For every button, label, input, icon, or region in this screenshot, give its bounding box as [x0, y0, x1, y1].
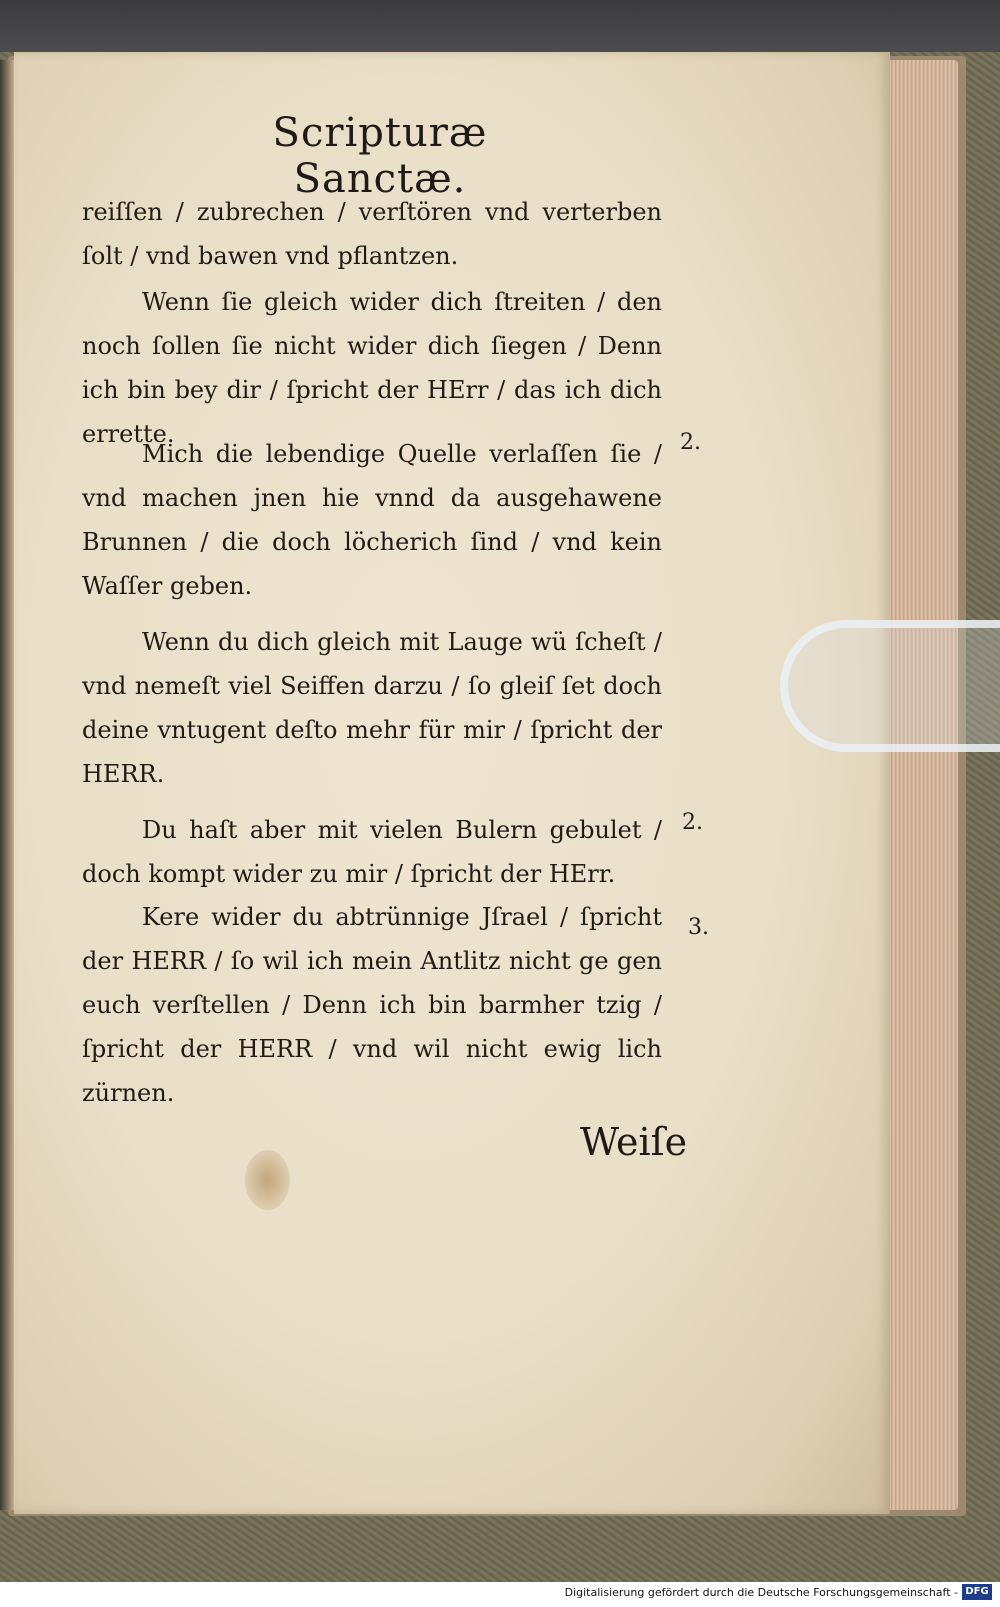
paragraph-4: Wenn du dich gleich mit Lauge wü ſcheſt / vnd nemeſt viel Seiffen darzu / ſo gleiſ ſet doch deine vntugent deſto mehr für mir / ſpricht der HERR. — [82, 628, 662, 788]
margin-number: 3. — [688, 915, 709, 940]
paragraph-6: Kere wider du abtrünnige Jſrael / ſpricht der HERR / ſo wil ich mein Antlitz nicht ge gen euch verſtellen / Denn ich bin barmher tzig / ſpricht der HERR / vnd wil nicht ewig lich zürnen. — [82, 903, 662, 1107]
page-header: Scripturæ Sanctæ. — [272, 110, 488, 202]
page-fore-edge — [888, 60, 958, 1510]
dfg-logo: DFG — [962, 1584, 992, 1600]
paragraph-5: Du haſt aber mit vielen Bulern gebulet / doch kompt wider zu mir / ſpricht der HErr. — [82, 816, 662, 888]
paragraph-3: Mich die lebendige Quelle verlaſſen ſie / vnd machen jnen hie vnnd da ausgehawene Brunnen / die doch löcherich ſind / vnd kein Waſſer geben. — [82, 440, 662, 600]
page-clip — [780, 620, 1000, 752]
margin-number: 2. — [680, 430, 701, 455]
paragraph-1: reiſſen / zubrechen / verſtören vnd verterben ſolt / vnd bawen vnd pflantzen. — [82, 198, 662, 270]
margin-number: 2. — [682, 810, 703, 835]
footer-credit: Digitalisierung gefördert durch die Deutsche Forschungsgemeinschaft - — [564, 1586, 958, 1599]
paragraph-2: Wenn ſie gleich wider dich ſtreiten / den noch ſollen ſie nicht wider dich ſiegen / Denn ich bin bey dir / ſpricht der HErr / das ich dich errette. — [82, 288, 662, 448]
page-stain — [245, 1150, 290, 1210]
catchword: Weiſe — [580, 1120, 688, 1164]
